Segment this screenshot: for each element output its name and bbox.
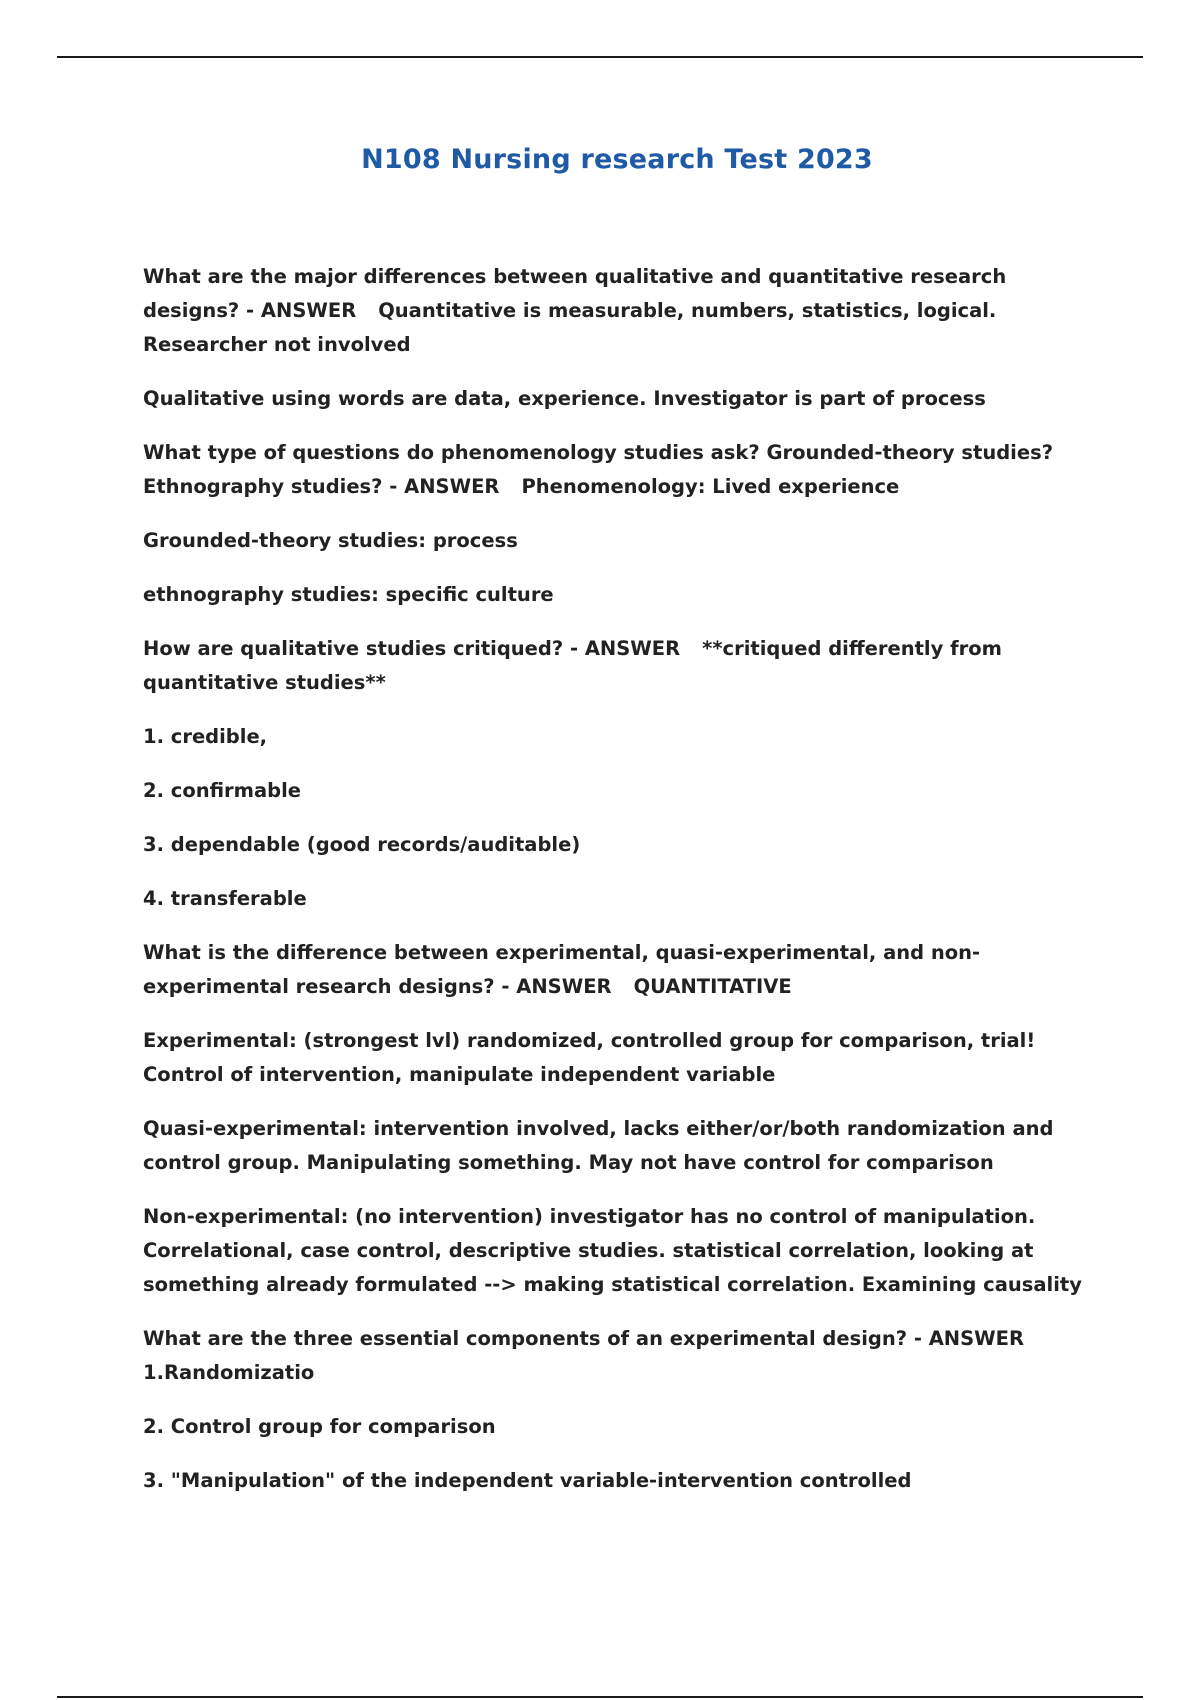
answer-line: ethnography studies: specific culture — [143, 583, 554, 606]
answer-line: Qualitative using words are data, experience. Investigator is part of process — [143, 387, 986, 410]
document-title: N108 Nursing research Test 2023 — [361, 144, 873, 175]
answer-text: **critiqued differently from quantitative studies** — [143, 637, 1002, 694]
qa-entry — [143, 436, 1083, 504]
top-rule — [57, 56, 1143, 58]
answer-line: Non-experimental: (no intervention) investigator has no control of manipulation. Correlational, case control, descriptive studies. statistical correlation, looking at something already formulated --> making statistical correlation. Examining causality — [143, 1205, 1082, 1296]
qa-entry — [143, 632, 1083, 700]
qa-entry — [143, 1322, 1083, 1390]
answer-text: QUANTITATIVE — [633, 975, 792, 998]
answer-line: 4. transferable — [143, 887, 307, 910]
qa-entry — [143, 936, 1083, 1004]
answer-line: Experimental: (strongest lvl) randomized, controlled group for comparison, trial! Control of intervention, manipulate independent variable — [143, 1029, 1036, 1086]
answer-line: 1. credible, — [143, 725, 268, 748]
question-text: How are qualitative studies critiqued? - ANSWER — [143, 637, 681, 660]
question-text: What are the three essential components of an experimental design? - ANSWER — [143, 1327, 1025, 1350]
answer-line: 3. dependable (good records/auditable) — [143, 833, 581, 856]
answer-line: Grounded-theory studies: process — [143, 529, 518, 552]
qa-entry — [143, 260, 1083, 362]
answer-text: Phenomenology: Lived experience — [521, 475, 900, 498]
bottom-rule — [57, 1696, 1143, 1698]
question-text: What type of questions do phenomenology studies ask? Grounded-theory studies? Ethnography studies? - ANSWER — [143, 441, 1054, 498]
answer-line: Quasi-experimental: intervention involved, lacks either/or/both randomization and control group. Manipulating something. May not have control for comparison — [143, 1117, 1054, 1174]
document-body — [143, 260, 1083, 1518]
answer-line: 2. confirmable — [143, 779, 302, 802]
question-text: What are the major differences between qualitative and quantitative research designs? - ANSWER — [143, 265, 1007, 322]
answer-line: 3. "Manipulation" of the independent variable-intervention controlled — [143, 1469, 912, 1492]
question-text: What is the difference between experimental, quasi-experimental, and non-experimental research designs? - ANSWER — [143, 941, 981, 998]
answer-text: 1.Randomizatio — [143, 1361, 315, 1384]
answer-line: 2. Control group for comparison — [143, 1415, 496, 1438]
answer-text: Quantitative is measurable, numbers, statistics, logical. Researcher not involved — [143, 299, 997, 356]
